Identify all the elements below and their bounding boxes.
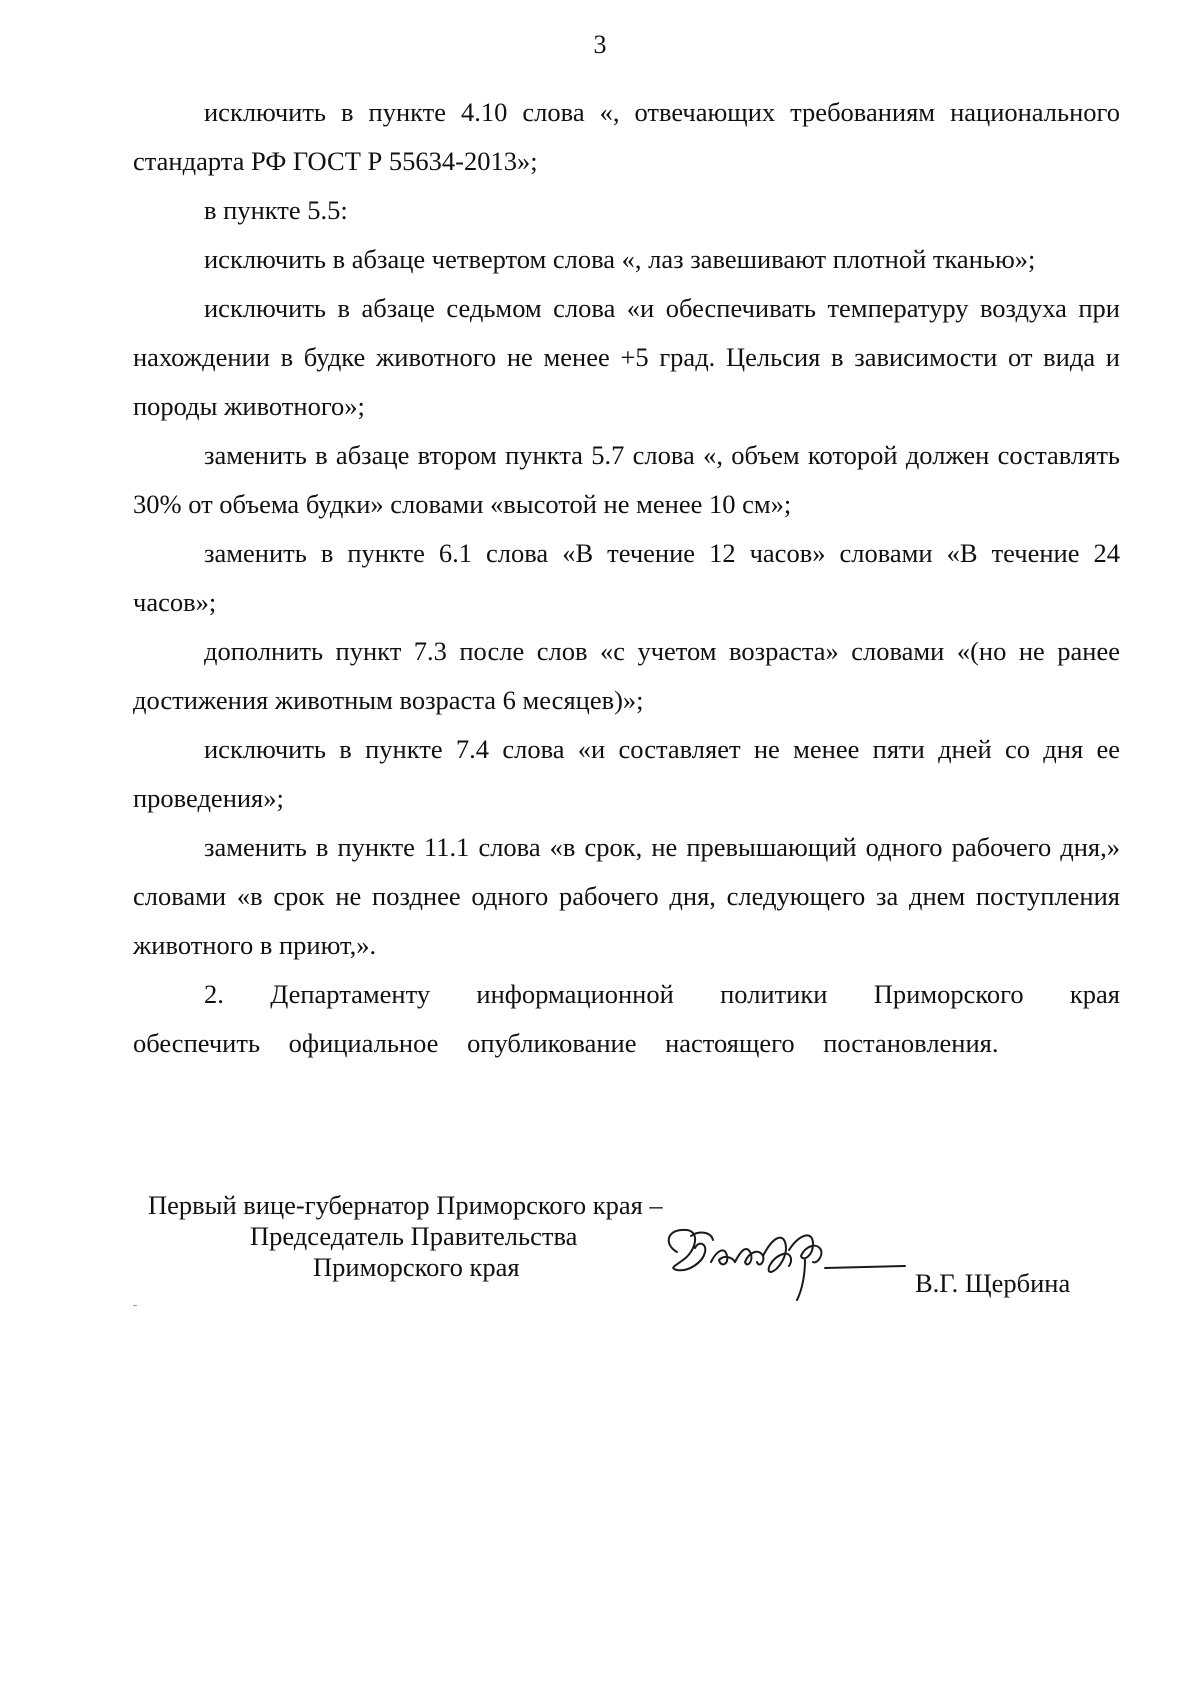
paragraph-item-5-5-para-7: исключить в абзаце седьмом слова «и обеспечивать температуру воздуха при нахождении в будке животного не менее +5 град. Цельсия в зависимости от вида и породы животного»; — [133, 293, 1120, 421]
paragraph-item-5-7: заменить в абзаце втором пункта 5.7 слова «, объем которой должен составлять 30% от объема будки» словами «высотой не менее 10 см»; — [133, 440, 1120, 519]
signatory-title-line-3: Приморского края — [313, 1252, 520, 1282]
signatory-name: В.Г. Щербина — [915, 1268, 1071, 1298]
paragraph-item-5-5-heading: в пункте 5.5: — [204, 195, 348, 225]
paragraph-item-4-10: исключить в пункте 4.10 слова «, отвечающих требованиям национального стандарта РФ ГОСТ Р 55634-2013»; — [133, 97, 1120, 176]
scan-margin-mark — [133, 1305, 137, 1306]
document-body — [133, 88, 1120, 1068]
paragraph-item-7-3: дополнить пункт 7.3 после слов «с учетом возраста» словами «(но не ранее достижения животным возраста 6 месяцев)»; — [133, 636, 1120, 715]
handwritten-signature — [655, 1210, 955, 1310]
signatory-title-line-2: Председатель Правительства — [250, 1221, 578, 1251]
paragraph-item-7-4: исключить в пункте 7.4 слова «и составляет не менее пяти дней со дня ее проведения»; — [133, 734, 1120, 813]
signature-block — [0, 1190, 1200, 1330]
paragraph-section-2: 2. Департаменту информационной политики Приморского края обеспечить официальное опубликование настоящего постановления. — [133, 979, 1120, 1058]
signatory-title-line-1: Первый вице-губернатор Приморского края – — [148, 1190, 663, 1220]
page-number: 3 — [593, 30, 607, 59]
paragraph-item-6-1: заменить в пункте 6.1 слова «В течение 12 часов» словами «В течение 24 часов»; — [133, 538, 1120, 617]
paragraph-item-5-5-para-4: исключить в абзаце четвертом слова «, лаз завешивают плотной тканью»; — [204, 244, 1036, 274]
paragraph-item-11-1: заменить в пункте 11.1 слова «в срок, не превышающий одного рабочего дня,» словами «в срок не позднее одного рабочего дня, следующего за днем поступления животного в приют,». — [133, 832, 1120, 960]
